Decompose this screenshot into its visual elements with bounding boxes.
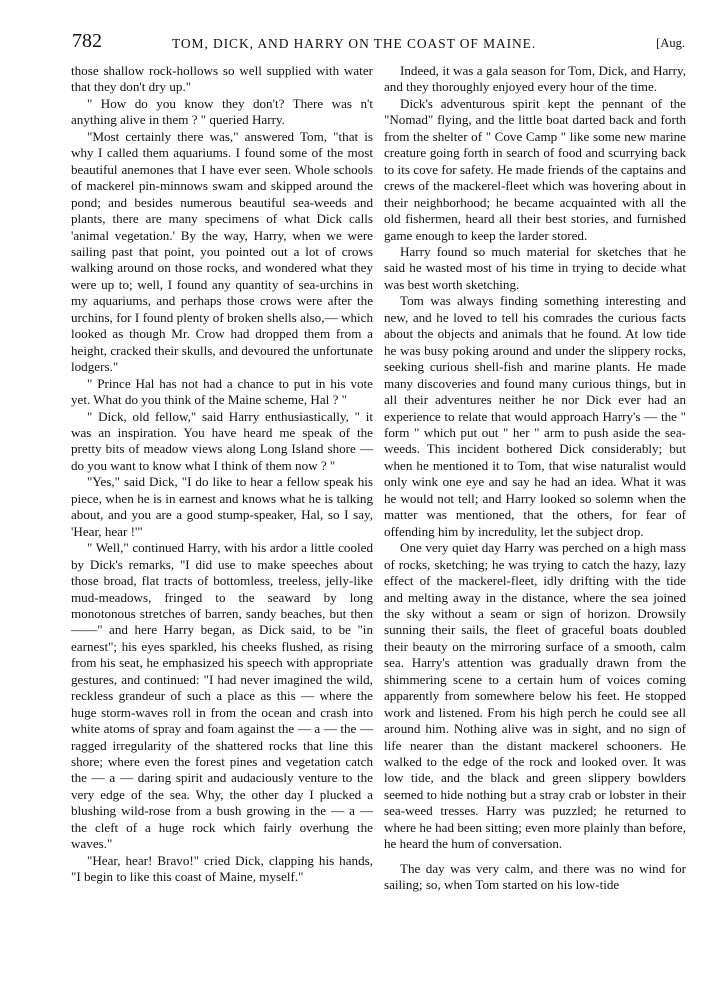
left-column: [71, 63, 373, 886]
page-number: 782: [72, 30, 102, 52]
page-header: [72, 30, 685, 56]
right-column: [384, 63, 686, 894]
paragraph: "Hear, hear! Bravo!" cried Dick, clapping his hands, "I begin to like this coast of Maine, myself.": [71, 852, 373, 885]
paragraph: " Dick, old fellow," said Harry enthusiastically, " it was an inspiration. You have heard me speak of the pretty bits of meadow views along Long Island shore — do you want to know what I think of them now ? ": [71, 408, 373, 473]
paragraph: those shallow rock-hollows so well supplied with water that they don't dry up.": [71, 63, 373, 95]
paragraph: "Most certainly there was," answered Tom, "that is why I called them aquariums. I found some of the most beautiful anemones that I have ever seen. Whole schools of mackerel pin-minnows swam and skipped around the pond; and besides numerous beautiful sea-weeds and plants, there are many specimens of what Dick calls 'animal vegetation.' By the way, Harry, when we were sailing past that point, you pointed out a lot of crows walking around on those rocks, and wondered what they were up to; well, I found any quantity of sea-urchins in my aquariums, and perhaps those crows were after the urchins, for I found plenty of broken shells also,— which looked as though Mr. Crow had dropped them from a height, cracked their skulls, and devoured the unfortunate lodgers.": [71, 128, 373, 375]
paragraph: " How do you know they don't? There was n't anything alive in them ? " queried Harry.: [71, 95, 373, 128]
paragraph: Indeed, it was a gala season for Tom, Dick, and Harry, and they thoroughly enjoyed every hour of the time.: [384, 63, 686, 95]
paragraph: Dick's adventurous spirit kept the pennant of the "Nomad" flying, and the little boat darted back and forth from the shelter of " Cove Camp " like some new marine creature going forth in search of food and scurrying back to its cove for safety. He made friends of the captains and crews of the mackerel-fleet which was hovering about in their neighborhood; he became acquainted with all the old fishermen, heard all their best stories, and furnished game enough to keep the larder stored.: [384, 95, 686, 243]
paragraph: The day was very calm, and there was no wind for sailing; so, when Tom started on his low-tide: [384, 860, 686, 893]
paragraph: " Well," continued Harry, with his ardor a little cooled by Dick's remarks, "I did use to make speeches about those broad, flat tracts of bottomless, treeless, jelly-like mud-meadows, fringed to the seaward by long monotonous stretches of barren, sandy beaches, but then ——" and here Harry began, as Dick said, to be "in earnest"; his eyes sparkled, his cheeks flushed, as rising from his seat, he emphasized his speech with appropriate gestures, and continued: "I had never imagined the wild, reckless grandeur of such a place as this — where the huge storm-waves roll in from the ocean and crash into white atoms of spray and foam against the — a — the — ragged irregularity of the shattered rocks that line this shore; where even the forest pines and vegetation catch the — a — daring spirit and audaciously venture to the very edge of the sea. Why, the other day I plucked a blushing wild-rose from a bush growing in the — a — the cleft of a huge rock which fairly overhung the waves.": [71, 540, 373, 852]
paragraph: One very quiet day Harry was perched on a high mass of rocks, sketching; he was trying to catch the hazy, lazy effect of the mackerel-fleet, idly drifting with the tide and melting away in the distance, where the sea joined the sky without a seam or sign of horizon. Drowsily sunning their sails, the fleet of graceful boats doubled their beauty on the mirroring surface of a smooth, calm sea. Harry's attention was gradually drawn from the shimmering scene to a certain hum of voices coming apparently from somewhere below his feet. He stopped work and listened. From his high perch he could see all around him. Nothing alive was in sight, and no sign of life nearer than the distant mackerel schooners. He walked to the edge of the rock and looked over. It was low tide, and the black and green slippery bowlders seemed to hide nothing but a stray crab or lobster in their sea-weed tresses. Harry was puzzled; he returned to where he had been sitting; even more plainly than before, he heard the hum of conversation.: [384, 540, 686, 852]
paragraph: "Yes," said Dick, "I do like to hear a fellow speak his piece, when he is in earnest and knows what he is talking about, and you are a good stump-speaker, Hal, so I say, 'Hear, hear !'": [71, 474, 373, 539]
paragraph: " Prince Hal has not had a chance to put in his vote yet. What do you think of the Maine scheme, Hal ? ": [71, 375, 373, 408]
paragraph: Tom was always finding something interesting and new, and he loved to tell his comrades the curious facts about the objects and animals that he found. At low tide he was busy poking around and under the slippery rocks, seeking curious shell-fish and marine plants. He made many discoveries and found many curious things, but in all their adventures neither he nor Dick ever had an experience to relate that would approach Harry's — the " form " which put out " her " arm to push aside the sea-weeds. This incident bothered Dick considerably; but when he mentioned it to Tom, that wise naturalist would only wink one eye and say he had an idea. What it was he would not tell; and Harry looked so solemn when the matter was mentioned, that the others, for fear of offending him by incredulity, let the subject drop.: [384, 293, 686, 539]
paragraph: Harry found so much material for sketches that he said he wasted most of his time in trying to decide what was best worth sketching.: [384, 243, 686, 292]
issue-month: [Aug.: [656, 36, 685, 50]
running-title: TOM, DICK, AND HARRY ON THE COAST OF MAINE.: [172, 36, 537, 51]
